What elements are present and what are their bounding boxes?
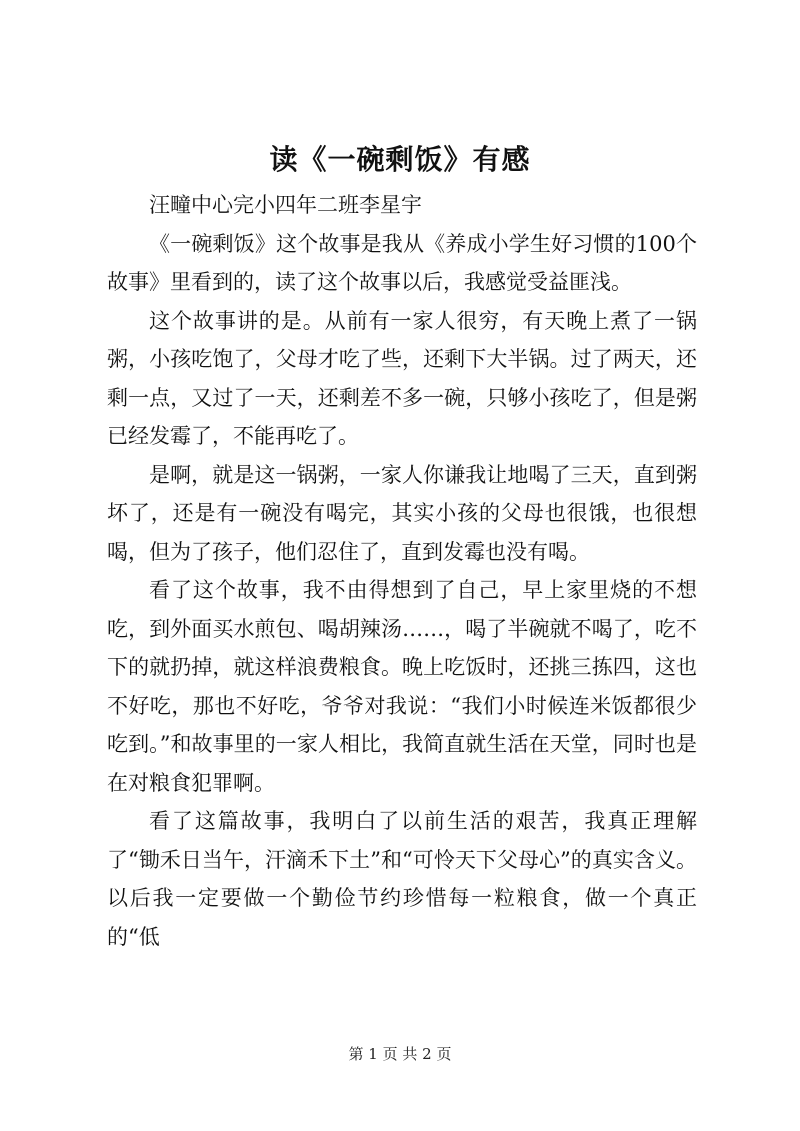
- paragraph-1: 《一碗剩饭》这个故事是我从《养成小学生好习惯的100个故事》里看到的，读了这个故事以后，我感觉受益匪浅。: [107, 231, 697, 294]
- paragraph-5: 看了这篇故事，我明白了以前生活的艰苦，我真正理解了“锄禾日当午，汗滴禾下土”和“可怜天下父母心”的真实含义。以后我一定要做一个勤俭节约珍惜每一粒粮食，做一个真正的“低: [107, 809, 697, 949]
- page-footer: 第 1 页 共 2 页: [348, 1045, 452, 1063]
- paragraph-2: 这个故事讲的是。从前有一家人很穷，有天晚上煮了一锅粥，小孩吃饱了，父母才吃了些，还剩下大半锅。过了两天，还剩一点，又过了一天，还剩差不多一碗，只够小孩吃了，但是粥已经发霉了，不能再吃了。: [107, 308, 697, 448]
- page-title: 读《一碗剩饭》有感: [269, 143, 531, 176]
- article-body: [107, 186, 697, 956]
- author-line: 汪疃中心完小四年二班李星宇: [149, 193, 422, 217]
- paragraph-4: 看了这个故事，我不由得想到了自己，早上家里烧的不想吃，到外面买水煎包、喝胡辣汤……，喝了半碗就不喝了，吃不下的就扔掉，就这样浪费粮食。晚上吃饭时，还挑三拣四，这也不好吃，那也不好吃，爷爷对我说：“我们小时候连米饭都很少吃到。”和故事里的一家人相比，我简直就生活在天堂，同时也是在对粮食犯罪啊。: [107, 578, 697, 795]
- paragraph-3: 是啊，就是这一锅粥，一家人你谦我让地喝了三天，直到粥坏了，还是有一碗没有喝完，其实小孩的父母也很饿，也很想喝，但为了孩子，他们忍住了，直到发霉也没有喝。: [107, 462, 697, 564]
